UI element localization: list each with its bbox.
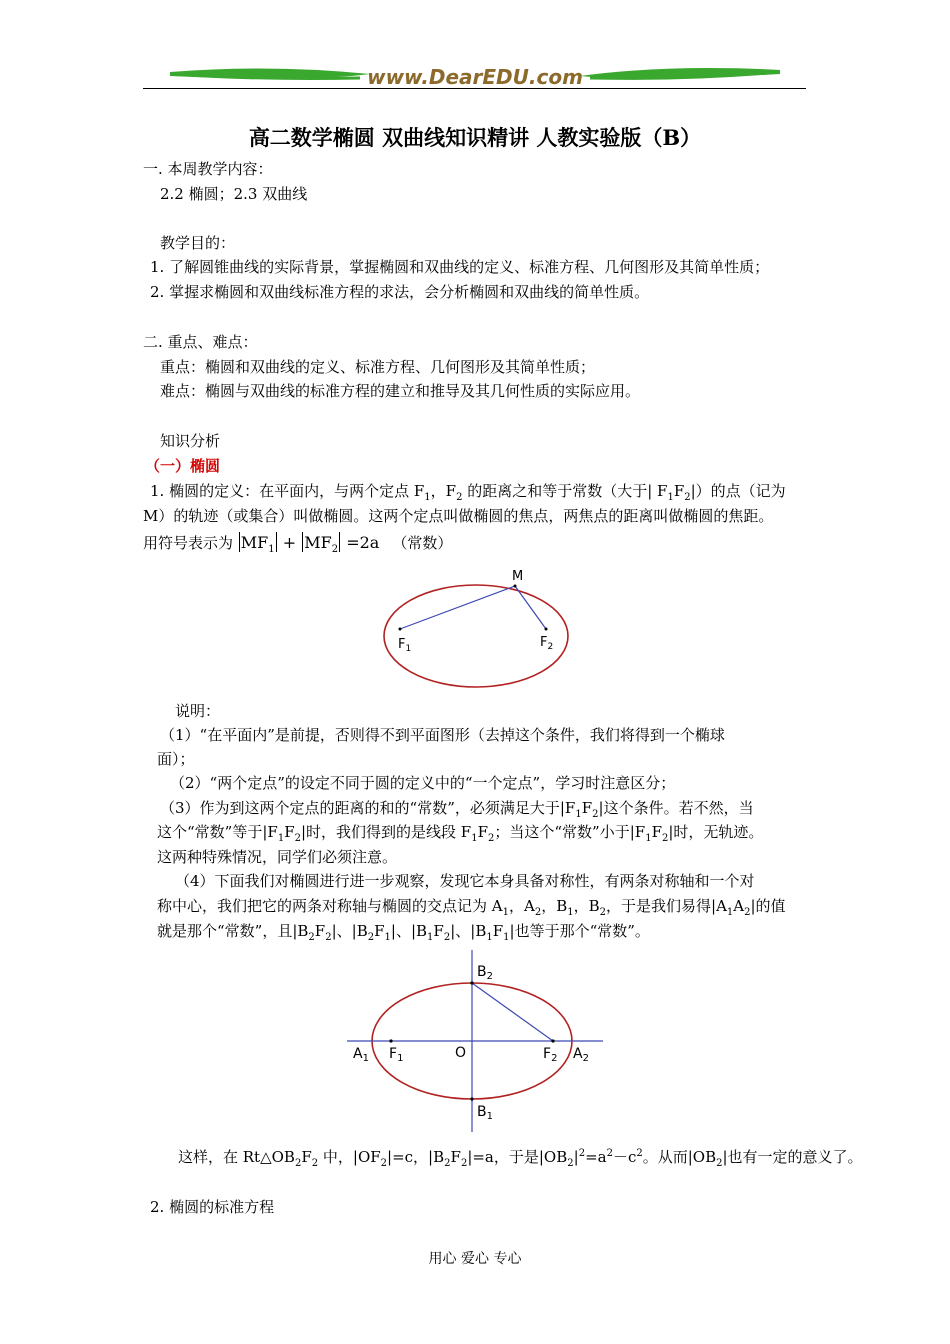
note-2: （2）“两个定点”的设定不同于圆的定义中的“一个定点”，学习时注意区分； [170, 774, 676, 792]
segment-mf2 [515, 586, 546, 629]
label-f1: $F_1$ [398, 637, 412, 654]
ellipse-subheading: （一）椭圆 [145, 457, 221, 475]
site-name: www.DearEDU.com [367, 65, 583, 89]
label-b2: $B_2$ [477, 964, 493, 982]
note-1-line-1: （1）“在平面内”是前提，否则得不到平面图形（去掉这个条件，我们将得到一个椭球 [160, 726, 725, 744]
label-o: O [455, 1045, 467, 1061]
document-title: 高二数学椭圆 双曲线知识精讲 人教实验版（B） [248, 125, 702, 150]
difficult-points: 难点：椭圆与双曲线的标准方程的建立和推导及其几何性质的实际应用。 [160, 382, 641, 400]
analysis-heading: 知识分析 [160, 432, 221, 450]
label-f2: $F_2$ [540, 635, 554, 652]
goals-item-2: 2. 掌握求椭圆和双曲线标准方程的求法，会分析椭圆和双曲线的简单性质。 [150, 283, 650, 301]
section-standard-equation: 2. 椭圆的标准方程 [150, 1198, 275, 1216]
note-4-line-1: （4）下面我们对椭圆进行进一步观察，发现它本身具备对称性，有两条对称轴和一个对 [175, 872, 755, 890]
note-1-line-2: 面）； [157, 750, 195, 768]
page-footer: 用心 爱心 专心 [428, 1251, 522, 1267]
definition-formula: $MF_1 + MF_2 =2a$ [240, 533, 380, 556]
section2-heading: 二. 重点、难点： [143, 333, 258, 351]
ellipse-axes-figure [345, 950, 605, 1132]
label-a2: $A_2$ [573, 1046, 589, 1064]
label-b1: $B_1$ [477, 1104, 493, 1122]
definition-line-3: 用符号表示为 $MF_1 + MF_2 =2a$ （常数） [143, 533, 453, 556]
label-a1: $A_1$ [353, 1046, 369, 1064]
label-f1-2: $F_1$ [389, 1046, 404, 1064]
notes-heading: 说明： [175, 702, 221, 720]
label-f2-2: $F_2$ [543, 1046, 558, 1064]
goals-heading: 教学目的： [160, 234, 236, 252]
definition-line-2: M）的轨迹（或集合）叫做椭圆。这两个定点叫做椭圆的焦点，两焦点的距离叫做椭圆的焦距。 [143, 507, 774, 525]
header-rule [143, 88, 806, 89]
conclusion-line: 这样，在 $Rt\triangle OB_2F_2$ 中，$|OF_2|=c$，$|B_2F_2|=a$，于是$|OB_2|^2=a^2-c^2$。从而$|OB_2|$也有一定的意义了。 [178, 1148, 863, 1169]
section1-content: 2.2 椭圆；2.3 双曲线 [160, 185, 308, 203]
label-m: M [512, 569, 524, 584]
section1-heading: 一. 本周教学内容： [143, 160, 273, 178]
ellipse-definition-figure [378, 566, 574, 690]
note-3-line-2: 这个“常数”等于$|F_1F_2|$时，我们得到的是线段 $F_1F_2$；当这个“常数”小于$|F_1F_2|$时，无轨迹。 [157, 823, 764, 844]
note-4-line-3: 就是那个“常数”，且$|B_2F_2|$、$|B_2F_1|$、$|B_1F_2|$、$|B_1F_1|$也等于那个“常数”。 [157, 922, 650, 943]
definition-line-1: 1. 椭圆的定义：在平面内，与两个定点 $F_1$，$F_2$ 的距离之和等于常数（大于| $F_1F_2|$）的点（记为 [150, 482, 786, 503]
segment-b2f2 [472, 983, 553, 1041]
note-3-line-3: 这两种特殊情况，同学们必须注意。 [157, 848, 398, 866]
key-points: 重点：椭圆和双曲线的定义、标准方程、几何图形及其简单性质； [160, 358, 596, 376]
segment-mf1 [400, 586, 515, 629]
note-4-line-2: 称中心，我们把它的两条对称轴与椭圆的交点记为 $A_1$，$A_2$，$B_1$，$B_2$，于是我们易得$|A_1A_2|$的值 [157, 897, 786, 918]
note-3-line-1: （3）作为到这两个定点的距离的和的“常数”，必须满足大于$|F_1F_2|$这个条件。若不然，当 [160, 799, 754, 820]
goals-item-1: 1. 了解圆锥曲线的实际背景，掌握椭圆和双曲线的定义、标准方程、几何图形及其简单性质； [150, 258, 770, 276]
